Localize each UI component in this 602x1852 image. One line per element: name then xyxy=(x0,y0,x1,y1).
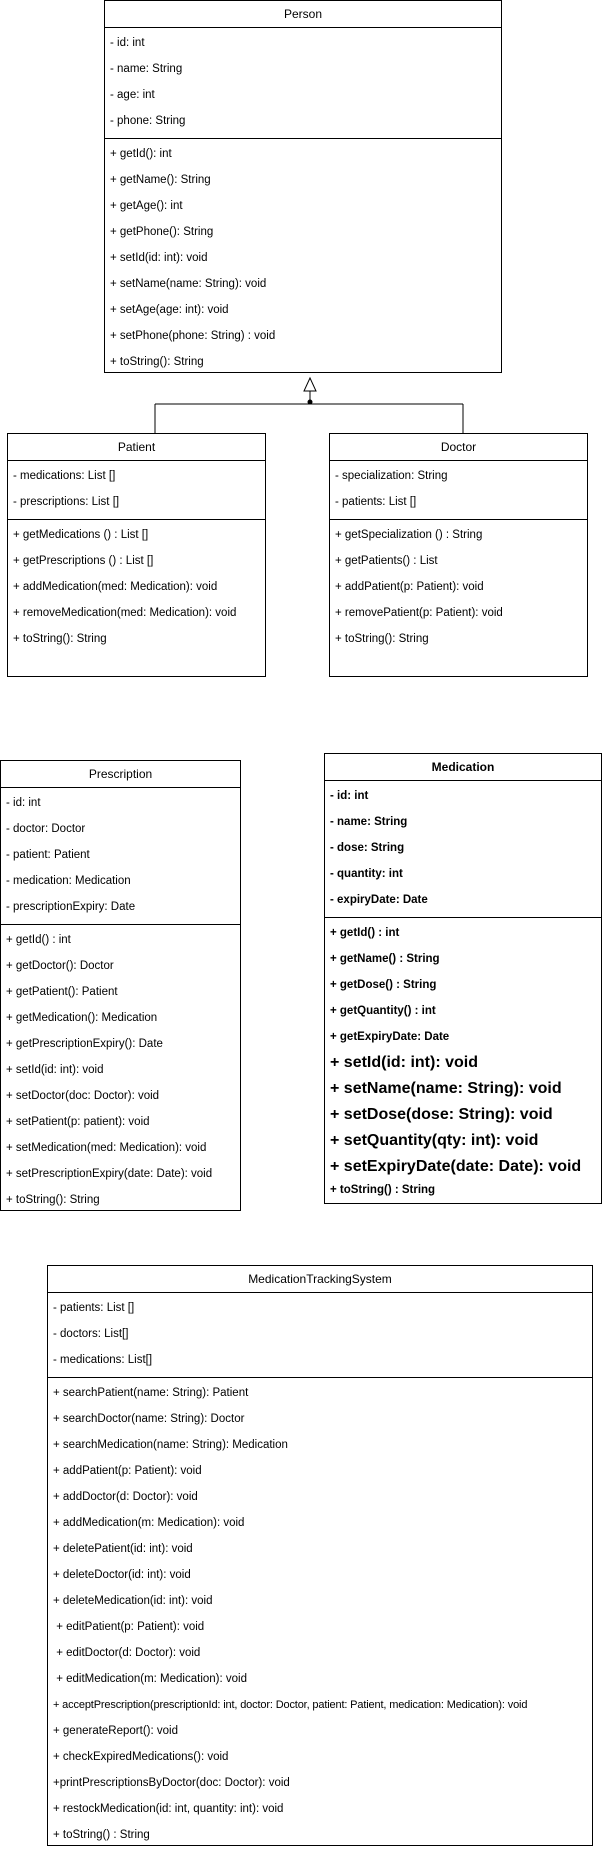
class-medication-tracking-system[interactable] xyxy=(47,1265,593,1846)
method: + generateReport(): void xyxy=(53,1725,178,1737)
methods-section xyxy=(1,924,240,1217)
method: + setQuantity(qty: int): void xyxy=(330,1132,539,1149)
method: + setName(name: String): void xyxy=(110,278,267,290)
method: + setName(name: String): void xyxy=(330,1080,562,1097)
method: + setExpiryDate(date: Date): void xyxy=(330,1158,582,1175)
class-title: Doctor xyxy=(330,434,587,461)
method: + editPatient(p: Patient): void xyxy=(53,1621,205,1633)
method: + setDose(dose: String): void xyxy=(330,1106,553,1123)
attribute: - patients: List [] xyxy=(335,496,417,508)
method: + getMedications () : List [] xyxy=(13,529,149,541)
attributes-section xyxy=(105,28,501,138)
method: + getMedication(): Medication xyxy=(6,1012,158,1024)
methods-section xyxy=(330,519,587,656)
method: + getPrescriptionExpiry(): Date xyxy=(6,1038,163,1050)
attributes-section xyxy=(8,461,265,519)
method: + toString() : String xyxy=(330,1184,436,1196)
method: + toString(): String xyxy=(13,633,107,645)
method: + setId(id: int): void xyxy=(330,1054,478,1071)
class-title: Prescription xyxy=(1,761,240,788)
method: + addMedication(med: Medication): void xyxy=(13,581,218,593)
methods-section xyxy=(48,1377,592,1852)
method: + setMedication(med: Medication): void xyxy=(6,1142,207,1154)
attribute: - patients: List [] xyxy=(53,1302,135,1314)
method: + removePatient(p: Patient): void xyxy=(335,607,503,619)
method: + setPhone(phone: String) : void xyxy=(110,330,276,342)
attributes-section xyxy=(48,1293,592,1377)
method: + setId(id: int): void xyxy=(110,252,208,264)
method: + setDoctor(doc: Doctor): void xyxy=(6,1090,160,1102)
method: + editDoctor(d: Doctor): void xyxy=(53,1647,201,1659)
methods-section xyxy=(325,917,601,1204)
method: + toString() : String xyxy=(53,1829,150,1841)
method: + getDoctor(): Doctor xyxy=(6,960,114,972)
method: + restockMedication(id: int, quantity: int): void xyxy=(53,1803,284,1815)
class-doctor[interactable] xyxy=(329,433,588,677)
attribute: - expiryDate: Date xyxy=(330,894,428,906)
method: + addMedication(m: Medication): void xyxy=(53,1517,245,1529)
attribute: - specialization: String xyxy=(335,470,448,482)
method: + getId(): int xyxy=(110,148,172,160)
class-patient[interactable] xyxy=(7,433,266,677)
method: + setPatient(p: patient): void xyxy=(6,1116,150,1128)
attribute: - age: int xyxy=(110,89,155,101)
generalization-arrowhead xyxy=(304,378,316,391)
class-title: Person xyxy=(105,1,501,28)
methods-section xyxy=(8,519,265,656)
method: + getPatients() : List xyxy=(335,555,438,567)
attribute: - quantity: int xyxy=(330,868,403,880)
method: + setPrescriptionExpiry(date: Date): void xyxy=(6,1168,213,1180)
attribute: - id: int xyxy=(6,797,41,809)
attributes-section xyxy=(325,781,601,917)
method: + toString(): String xyxy=(335,633,429,645)
class-prescription[interactable] xyxy=(0,760,241,1211)
method: +printPrescriptionsByDoctor(doc: Doctor): void xyxy=(53,1777,290,1789)
attributes-section xyxy=(1,788,240,924)
class-medication[interactable] xyxy=(324,753,602,1204)
method: + getId() : int xyxy=(330,927,400,939)
class-title: Medication xyxy=(325,754,601,781)
attribute: - name: String xyxy=(330,816,408,828)
attribute: - doctors: List[] xyxy=(53,1328,129,1340)
attribute: - prescriptions: List [] xyxy=(13,496,120,508)
method: + acceptPrescription(prescriptionId: int, doctor: Doctor, patient: Patient, medication: Medication): void xyxy=(53,1699,528,1711)
method: + getSpecialization () : String xyxy=(335,529,483,541)
attribute: - patient: Patient xyxy=(6,849,90,861)
method: + addDoctor(d: Doctor): void xyxy=(53,1491,198,1503)
method: + deleteMedication(id: int): void xyxy=(53,1595,213,1607)
attribute: - prescriptionExpiry: Date xyxy=(6,901,136,913)
attribute: - dose: String xyxy=(330,842,405,854)
class-title: MedicationTrackingSystem xyxy=(48,1266,592,1293)
method: + toString(): String xyxy=(110,356,204,368)
method: + deleteDoctor(id: int): void xyxy=(53,1569,191,1581)
method: + setId(id: int): void xyxy=(6,1064,104,1076)
method: + getName(): String xyxy=(110,174,211,186)
method: + getDose() : String xyxy=(330,979,437,991)
class-person[interactable] xyxy=(104,0,502,373)
method: + searchMedication(name: String): Medication xyxy=(53,1439,288,1451)
method: + addPatient(p: Patient): void xyxy=(53,1465,202,1477)
method: + getPatient(): Patient xyxy=(6,986,118,998)
attribute: - medication: Medication xyxy=(6,875,131,887)
class-title: Patient xyxy=(8,434,265,461)
method: + getQuantity() : int xyxy=(330,1005,436,1017)
attribute: - id: int xyxy=(110,37,145,49)
method: + checkExpiredMedications(): void xyxy=(53,1751,229,1763)
method: + getName() : String xyxy=(330,953,440,965)
attribute: - id: int xyxy=(330,790,369,802)
method: + toString(): String xyxy=(6,1194,100,1206)
method: + deletePatient(id: int): void xyxy=(53,1543,193,1555)
methods-section xyxy=(105,138,501,379)
method: + searchPatient(name: String): Patient xyxy=(53,1387,249,1399)
method: + searchDoctor(name: String): Doctor xyxy=(53,1413,245,1425)
method: + setAge(age: int): void xyxy=(110,304,229,316)
method: + getPhone(): String xyxy=(110,226,214,238)
attribute: - name: String xyxy=(110,63,183,75)
attributes-section xyxy=(330,461,587,519)
method: + getId() : int xyxy=(6,934,71,946)
method: + getExpiryDate: Date xyxy=(330,1031,450,1043)
attribute: - medications: List[] xyxy=(53,1354,153,1366)
attribute: - doctor: Doctor xyxy=(6,823,86,835)
method: + editMedication(m: Medication): void xyxy=(53,1673,247,1685)
attribute: - phone: String xyxy=(110,115,186,127)
method: + getPrescriptions () : List [] xyxy=(13,555,154,567)
attribute: - medications: List [] xyxy=(13,470,116,482)
method: + addPatient(p: Patient): void xyxy=(335,581,484,593)
method: + removeMedication(med: Medication): void xyxy=(13,607,237,619)
method: + getAge(): int xyxy=(110,200,183,212)
